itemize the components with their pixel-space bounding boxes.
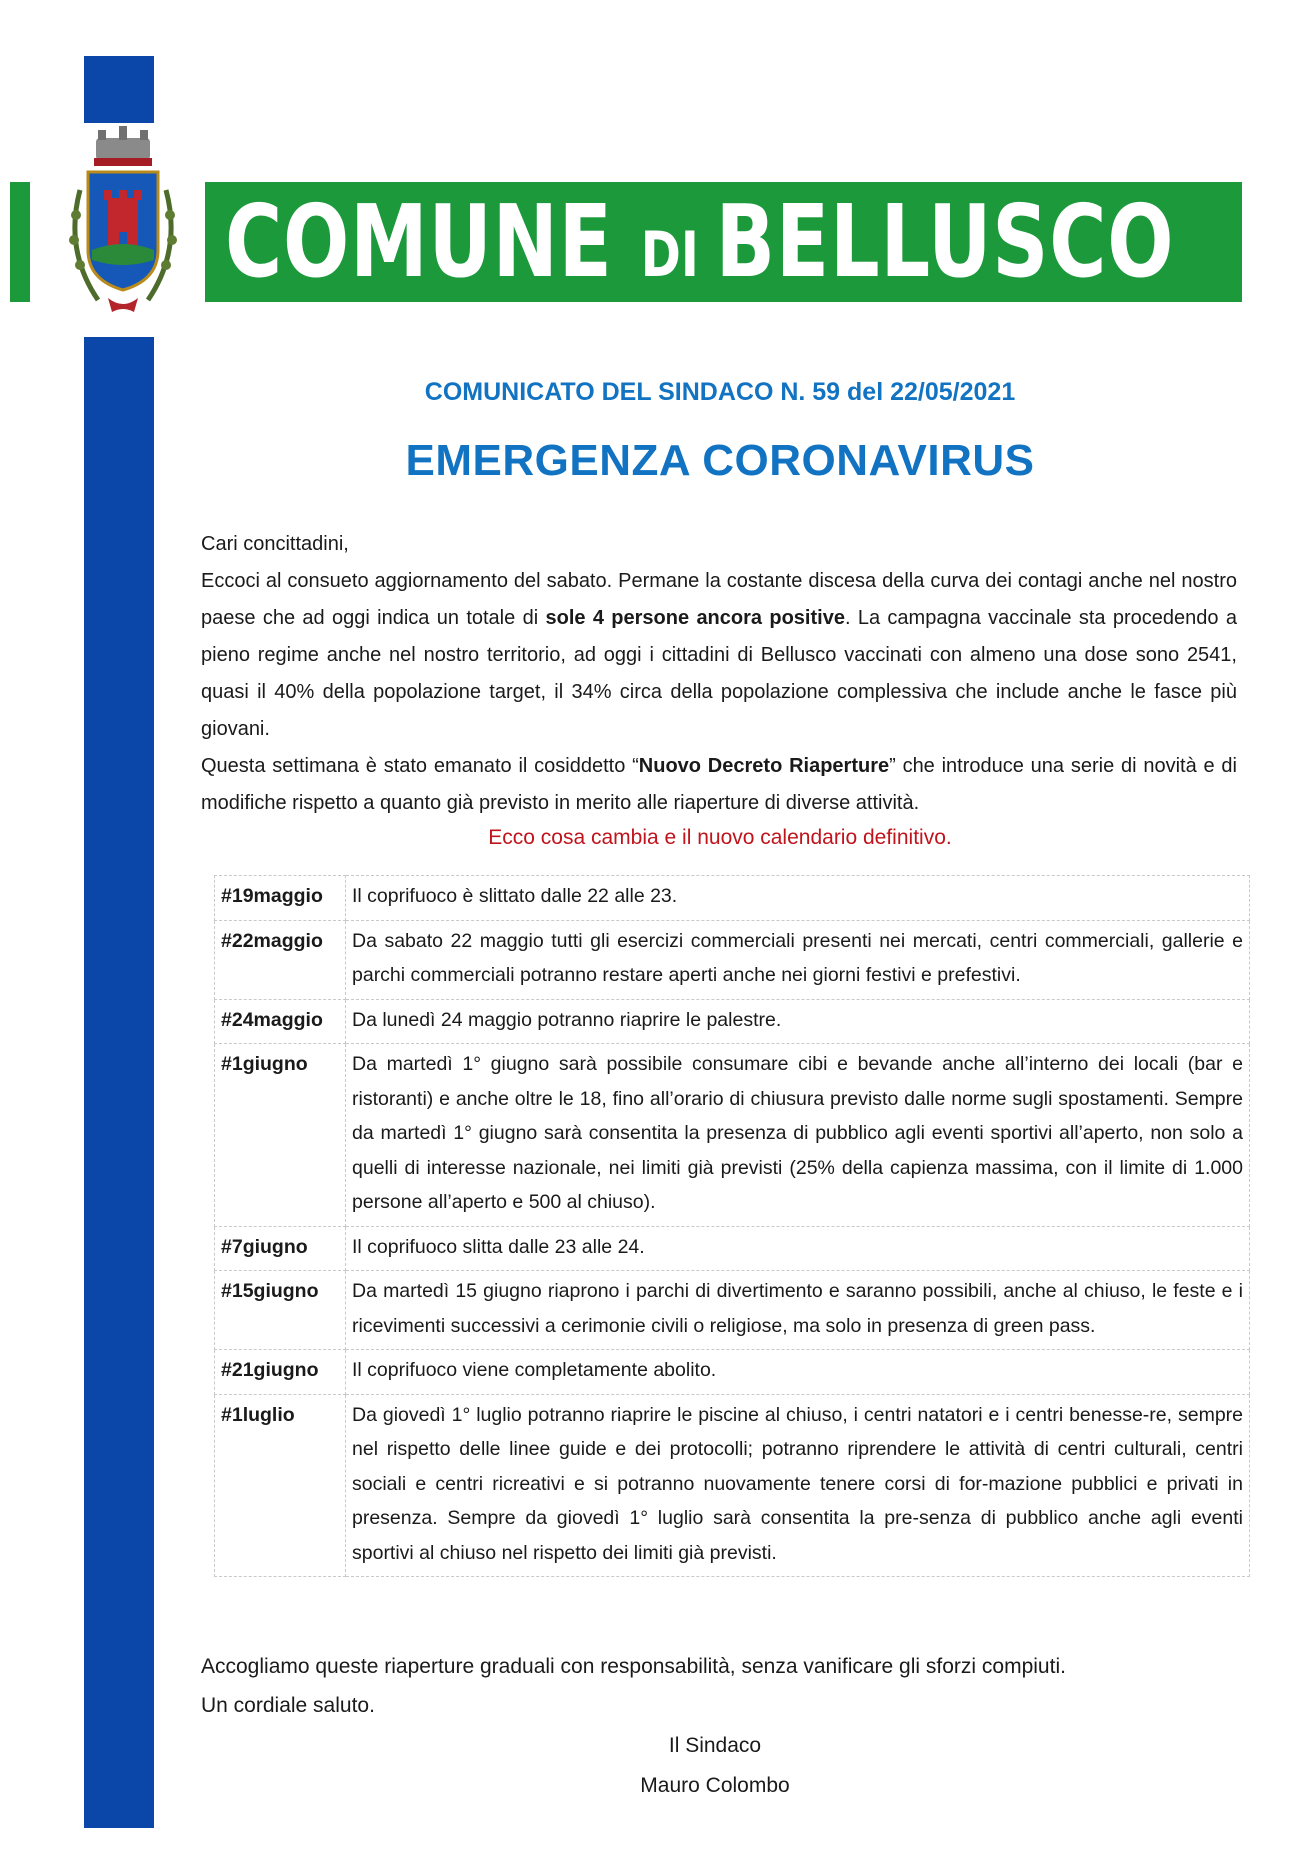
table-row — [215, 1044, 1250, 1227]
signer-role: Il Sindaco — [668, 1734, 762, 1757]
row-description: Il coprifuoco slitta dalle 23 alle 24. — [346, 1226, 1250, 1271]
blue-stripe-top — [84, 56, 154, 123]
date-tag: #22maggio — [215, 920, 346, 999]
row-description: Da martedì 1° giugno sarà possibile consumare cibi e bevande anche all’interno dei locali (bar e ristoranti) e anche oltre le 18, fino all’orario di chiusura previsto dalle norme sugli spostamenti. Sempre da martedì 1° giugno sarà consentita la presenza di pubblico agli eventi sportivi all’aperto, non solo a quelli di interesse nazionale, nei limiti già previsti (25% della capienza massima, con il limite di 1.000 persone all’aperto e 500 al chiuso). — [346, 1044, 1250, 1227]
paragraph-update-part: . La campagna vaccinale sta procedendo a pieno regime anche nel nostro territorio, ad oggi i cittadini di Bellusco vaccinati con almeno una dose sono 2541, quasi il 40% della popolazione target, il 34% circa della popolazione complessiva che include anche le fasce più giovani. — [201, 607, 1237, 740]
table-row — [215, 1350, 1250, 1395]
positive-count-emphasis: sole 4 persone ancora positive — [545, 607, 845, 629]
letter-body — [201, 526, 1237, 822]
calendar-intro: Ecco cosa cambia e il nuovo calendario definitivo. — [488, 826, 952, 849]
greeting: Cari concittadini, — [201, 533, 349, 555]
date-tag: #7giugno — [215, 1226, 346, 1271]
row-description: Da lunedì 24 maggio potranno riaprire le palestre. — [346, 999, 1250, 1044]
green-band-left — [10, 182, 30, 302]
signer-name: Mauro Colombo — [640, 1774, 790, 1797]
closing-text — [201, 1647, 1241, 1725]
page-title: EMERGENZA CORONAVIRUS — [405, 436, 1035, 485]
paragraph-decree-part: Questa settimana è stato emanato il cosiddetto “ — [201, 755, 639, 777]
signature-block — [560, 1726, 870, 1806]
blue-stripe — [84, 337, 154, 1828]
date-tag: #1giugno — [215, 1044, 346, 1227]
table-row — [215, 1226, 1250, 1271]
paragraph-decree — [201, 748, 1237, 822]
table-row — [215, 920, 1250, 999]
paragraph-update — [201, 563, 1237, 748]
paragraph-update-part: Eccoci al consueto aggiornamento del sabato. Permane la costante discesa della curva dei contagi anche nel nostro paese che ad oggi indica un totale di — [201, 570, 1237, 629]
table-row — [215, 1271, 1250, 1350]
brand-title — [225, 183, 1175, 300]
brand-word-comune: COMUNE — [225, 183, 641, 300]
table-row — [215, 1394, 1250, 1577]
paragraph-decree-part: ” che introduce una serie di novità e di modifiche rispetto a quanto già previsto in merito alle riaperture di diverse attività. — [201, 755, 1237, 814]
date-tag: #15giugno — [215, 1271, 346, 1350]
date-tag: #21giugno — [215, 1350, 346, 1395]
date-tag: #1luglio — [215, 1394, 346, 1577]
brand-word-bellusco: BELLUSCO — [715, 183, 1175, 300]
farewell: Un cordiale saluto. — [201, 1694, 375, 1717]
brand-banner — [205, 182, 1242, 302]
row-description: Il coprifuoco è slittato dalle 22 alle 23. — [346, 876, 1250, 921]
table-row — [215, 876, 1250, 921]
table-row — [215, 999, 1250, 1044]
row-description: Da martedì 15 giugno riaprono i parchi di divertimento e saranno possibili, anche al chiuso, le feste e i ricevimenti successivi a cerimonie civili o religiose, ma solo in presenza di green pass. — [346, 1271, 1250, 1350]
brand-word-di: DI — [640, 218, 716, 291]
row-description: Il coprifuoco viene completamente abolito. — [346, 1350, 1250, 1395]
row-description: Da sabato 22 maggio tutti gli esercizi commerciali presenti nei mercati, centri commerciali, gallerie e parchi commerciali potranno restare aperti anche nei giorni festivi e prefestivi. — [346, 920, 1250, 999]
decree-name-emphasis: Nuovo Decreto Riaperture — [638, 755, 890, 777]
closing-line: Accogliamo queste riaperture graduali con responsabilità, senza vanificare gli sforzi compiuti. — [201, 1655, 1066, 1678]
date-tag: #19maggio — [215, 876, 346, 921]
coat-of-arms-icon — [58, 120, 188, 325]
row-description: Da giovedì 1° luglio potranno riaprire le piscine al chiuso, i centri natatori e i centri benesse-re, sempre nel rispetto delle linee guide e dei protocolli; potranno riprendere le attività di centri culturali, centri sociali e centri ricreativi e si potranno nuovamente tenere corsi di for-mazione pubblici e privati in presenza. Sempre da giovedì 1° luglio sarà consentita la pre-senza di pubblico anche agli eventi sportivi al chiuso nel rispetto dei limiti già previsti. — [346, 1394, 1250, 1577]
date-tag: #24maggio — [215, 999, 346, 1044]
communique-subtitle: COMUNICATO DEL SINDACO N. 59 del 22/05/2021 — [424, 378, 1016, 406]
reopening-calendar-table — [214, 875, 1250, 1577]
